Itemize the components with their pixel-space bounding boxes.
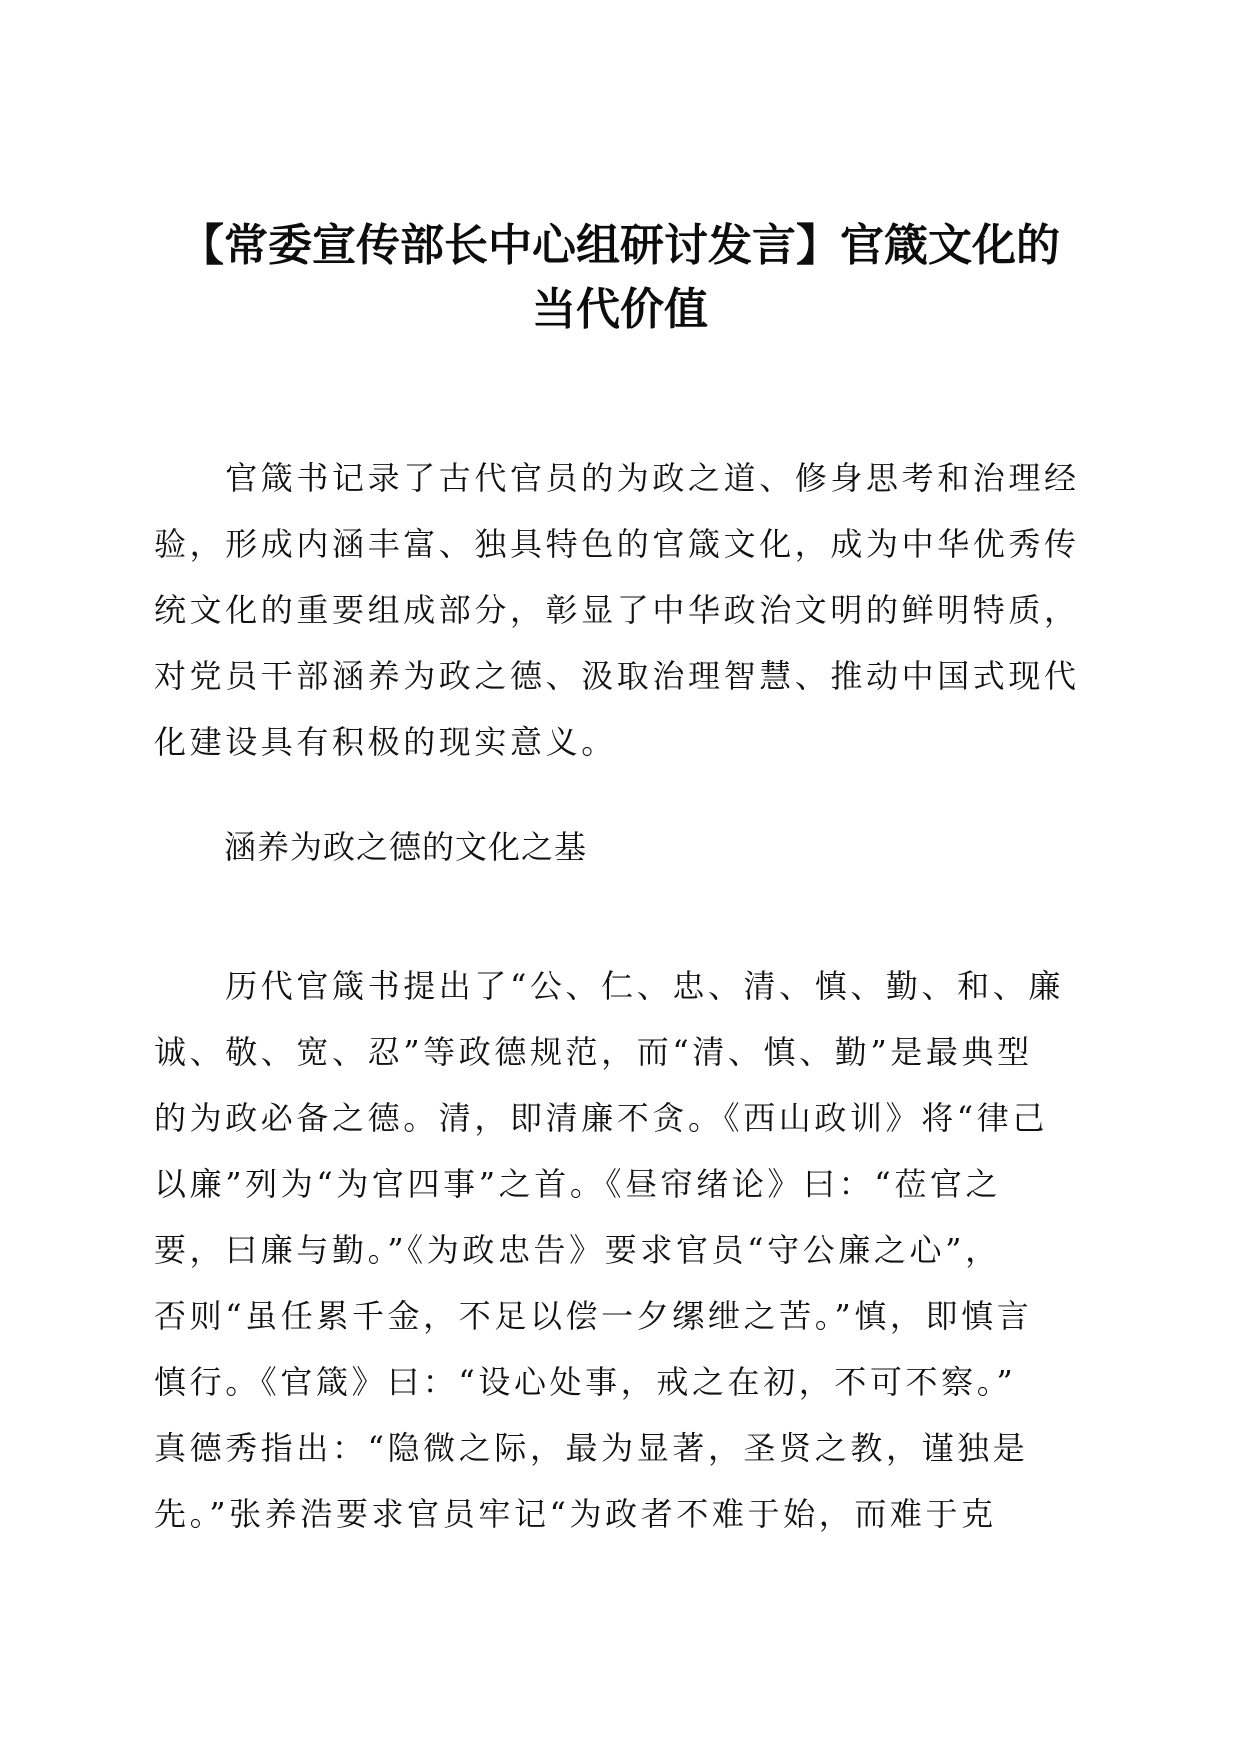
body-line: 的为政必备之德。清，即清廉不贪。《西山政训》将“律己: [154, 1099, 1048, 1137]
body-line: 真德秀指出：“隐微之际，最为显著，圣贤之教，谨独是: [154, 1429, 1029, 1467]
intro-line: 对党员干部涵养为政之德、汲取治理智慧、推动中国式现代: [154, 657, 1080, 695]
body-line: 否则“虽任累千金，不足以偿一夕缧绁之苦。”慎，即慎言: [154, 1297, 1033, 1335]
section-heading: 涵养为政之德的文化之基: [224, 828, 588, 866]
body-line: 慎行。《官箴》曰：“设心处事，戒之在初，不可不察。”: [154, 1363, 1017, 1401]
body-line: 以廉”列为“为官四事”之首。《昼帘绪论》曰：“莅官之: [154, 1165, 1002, 1203]
intro-line: 官箴书记录了古代官员的为政之道、修身思考和治理经: [154, 459, 1080, 497]
intro-line: 验，形成内涵丰富、独具特色的官箴文化，成为中华优秀传: [154, 525, 1080, 563]
document-title: [150, 214, 1090, 342]
intro-line: 化建设具有积极的现实意义。: [154, 723, 617, 761]
intro-paragraph: [154, 445, 1086, 775]
title-line-2: 当代价值: [532, 284, 708, 335]
title-line-1: 【常委宣传部长中心组研讨发言】官箴文化的: [180, 220, 1060, 271]
intro-line: 统文化的重要组成部分，彰显了中华政治文明的鲜明特质，: [154, 591, 1080, 629]
body-line: 先。”张养浩要求官员牢记“为政者不难于始，而难于克: [154, 1495, 997, 1533]
body-line: 要，曰廉与勤。”《为政忠告》要求官员“守公廉之心”，: [154, 1231, 1001, 1269]
body-paragraph: [154, 953, 1086, 1547]
body-line: 历代官箴书提出了“公、仁、忠、清、慎、勤、和、廉: [154, 967, 1064, 1005]
body-line: 诚、敬、宽、忍”等政德规范，而“清、慎、勤”是最典型: [154, 1033, 1033, 1071]
